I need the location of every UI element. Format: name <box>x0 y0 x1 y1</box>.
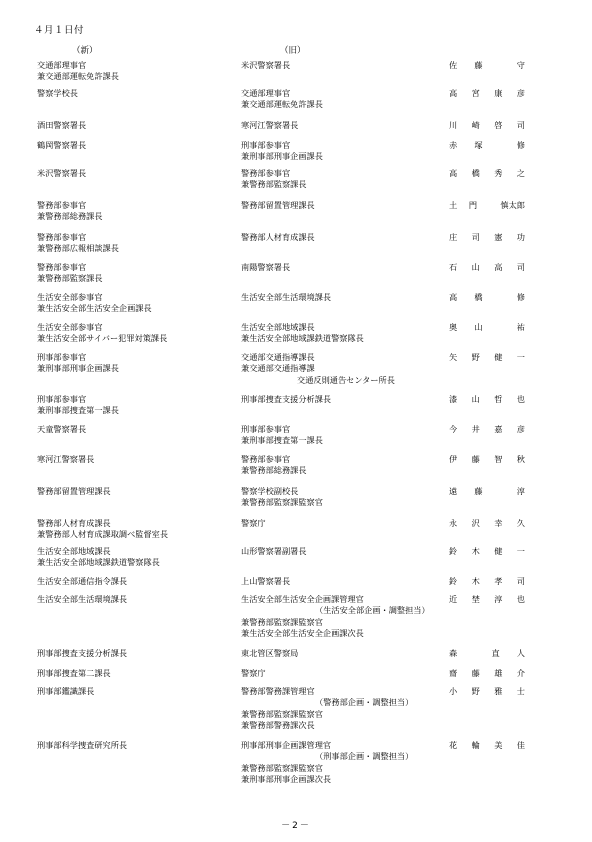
old-position-line: （警務部企画・調整担当） <box>315 697 414 708</box>
new-position-line: 兼刑事部刑事企画課長 <box>37 363 119 374</box>
name-char: 宮 <box>471 88 480 98</box>
new-position-line: 天童警察署長 <box>37 424 87 434</box>
old-position-line: 兼刑事部刑事企画課長 <box>241 151 323 162</box>
name-char: 土 <box>449 200 458 210</box>
new-position-line: 刑事部捜査支援分析課長 <box>37 648 128 658</box>
name-char: 藤 <box>471 668 480 678</box>
name-char: 鈴 <box>449 546 458 556</box>
new-position <box>37 668 237 679</box>
name-char: 功 <box>516 232 525 242</box>
name-char: 藤 <box>471 454 480 464</box>
old-position-line: 山形警察署副署長 <box>241 546 307 556</box>
person-name <box>449 232 525 243</box>
name-char: 橋 <box>471 168 480 178</box>
old-position <box>241 518 446 529</box>
new-position-line: 警察学校長 <box>37 88 78 98</box>
person-name <box>449 322 525 333</box>
name-char: 小 <box>449 686 458 696</box>
old-position <box>241 668 446 679</box>
name-char: 山 <box>471 394 480 404</box>
person-name <box>449 424 525 435</box>
name-char: 門 <box>468 200 478 210</box>
old-position-line: 刑事部刑事企画課管理官 <box>241 740 332 750</box>
name-char: 孝 <box>494 576 503 586</box>
name-char: 修 <box>516 140 525 150</box>
name-char: 庄 <box>449 232 458 242</box>
name-char: 埜 <box>471 594 480 604</box>
old-position <box>241 454 446 477</box>
name-char: 一 <box>516 546 525 556</box>
name-char: 漆 <box>449 394 458 404</box>
person-name <box>449 594 525 605</box>
name-char: 淳 <box>494 594 503 604</box>
new-position-line: 生活安全部地域課長 <box>37 546 111 556</box>
new-position <box>37 232 237 255</box>
name-char: 伊 <box>449 454 458 464</box>
person-name <box>449 292 525 303</box>
name-char: 森 <box>449 648 458 658</box>
name-char: 橋 <box>474 292 483 302</box>
name-char: 祐 <box>516 322 525 332</box>
header-old-column: （旧） <box>280 46 306 56</box>
new-position-line: 警務部参事官 <box>37 200 87 210</box>
name-char: 哲 <box>494 394 503 404</box>
old-position <box>241 200 446 211</box>
new-position-line: 兼生活安全部生活安全企画課長 <box>37 303 152 314</box>
name-char: 矢 <box>449 352 458 362</box>
old-position-line: （刑事部企画・調整担当） <box>315 751 414 762</box>
person-name <box>449 454 525 465</box>
old-position-line: 警務部人材育成課長 <box>241 232 315 242</box>
new-position-line: 警務部参事官 <box>37 232 87 242</box>
new-position <box>37 60 237 83</box>
new-position-line: 刑事部参事官 <box>37 394 87 404</box>
new-position-line: 兼刑事部捜査第一課長 <box>37 405 119 416</box>
person-name <box>449 168 525 179</box>
old-position-line: 兼警務部警務課次長 <box>241 720 315 731</box>
name-char: 健 <box>494 352 503 362</box>
new-position-line: 兼警務部監察課長 <box>37 273 103 284</box>
new-position <box>37 120 237 131</box>
old-position <box>241 740 446 786</box>
new-position-line: 兼警務部人材育成課取調べ監督室長 <box>37 529 169 540</box>
name-char: 佐 <box>449 60 458 70</box>
person-name <box>449 352 525 363</box>
name-char: 高 <box>449 168 458 178</box>
old-position-line: 兼警務部監察課監察官 <box>241 616 323 627</box>
old-position <box>241 424 446 447</box>
old-position <box>241 594 446 640</box>
name-char: 一 <box>516 352 525 362</box>
name-char: 康 <box>494 88 503 98</box>
new-position-line: 警務部参事官 <box>37 262 87 272</box>
old-position-line: 警察学校副校長 <box>241 486 299 496</box>
name-char: 沢 <box>471 518 480 528</box>
person-name <box>449 576 525 587</box>
effective-date: ４月１日付 <box>34 25 85 36</box>
header-new-column: （新） <box>72 46 98 56</box>
name-char: 直 <box>491 648 500 658</box>
name-char: 介 <box>516 668 525 678</box>
name-char: 石 <box>449 262 458 272</box>
old-position-line: 生活安全部地域課長 <box>241 322 315 332</box>
new-position-line: 生活安全部参事官 <box>37 292 103 302</box>
new-position <box>37 292 237 315</box>
old-position-line: 刑事部参事官 <box>241 424 291 434</box>
person-name <box>449 668 525 679</box>
old-position-line: 警務部参事官 <box>241 454 291 464</box>
old-position-line: 警務部警務課管理官 <box>241 686 315 696</box>
new-position-line: 兼警務部総務課長 <box>37 211 103 222</box>
name-char: 人 <box>516 648 525 658</box>
new-position-line: 兼警務部広報相談課長 <box>37 243 119 254</box>
old-position-line: 兼生活安全部生活安全企画課次長 <box>241 628 364 639</box>
person-name <box>449 740 525 751</box>
name-char: 淳 <box>516 486 525 496</box>
name-char: 高 <box>449 292 458 302</box>
new-position-line: 刑事部参事官 <box>37 352 87 362</box>
old-position-line: 生活安全部生活安全企画課管理官 <box>241 594 364 604</box>
name-char: 也 <box>516 394 525 404</box>
person-name <box>449 200 525 211</box>
old-position <box>241 168 446 191</box>
new-position <box>37 486 237 497</box>
new-position <box>37 454 237 465</box>
old-position-line: 警察庁 <box>241 518 266 528</box>
name-char: 也 <box>516 594 525 604</box>
old-position-line: 生活安全部生活環境課長 <box>241 292 332 302</box>
new-position-line: 兼生活安全部地域課鉄道警察隊長 <box>37 557 160 568</box>
new-position <box>37 168 237 179</box>
new-position-line: 寒河江警察署長 <box>37 454 95 464</box>
name-char: 司 <box>516 262 525 272</box>
name-char: 野 <box>471 686 480 696</box>
old-position <box>241 262 446 273</box>
name-char: 塚 <box>474 140 483 150</box>
name-char: 久 <box>516 518 525 528</box>
name-char: 之 <box>516 168 525 178</box>
old-position <box>241 120 446 131</box>
name-char: 彦 <box>516 88 525 98</box>
name-char: 花 <box>449 740 458 750</box>
name-char: 川 <box>449 120 458 130</box>
name-char: 啓 <box>494 120 503 130</box>
name-char: 輪 <box>471 740 480 750</box>
new-position-line: 刑事部捜査第二課長 <box>37 668 111 678</box>
old-position-line: 兼交通部交通指導課 <box>241 363 315 374</box>
name-char: 木 <box>471 576 480 586</box>
name-char: 慎太郎 <box>500 200 525 210</box>
old-position-line: 交通部理事官 <box>241 88 291 98</box>
name-char: 鈴 <box>449 576 458 586</box>
person-name <box>449 394 525 405</box>
old-position-line: 兼警務部監察課監察官 <box>241 497 323 508</box>
new-position-line: 兼交通部運転免許課長 <box>37 71 119 82</box>
old-position-line: 米沢警察署長 <box>241 60 291 70</box>
old-position-line: 兼交通部運転免許課長 <box>241 99 323 110</box>
page-number: －2－ <box>281 821 311 831</box>
new-position <box>37 424 237 435</box>
person-name <box>449 648 525 659</box>
new-position-line: 刑事部科学捜査研究所長 <box>37 740 128 750</box>
old-position-line: 交通反則通告センター所長 <box>297 374 395 385</box>
name-char: 司 <box>516 120 525 130</box>
name-char: 今 <box>449 424 458 434</box>
old-position-line: 東北管区警察局 <box>241 648 299 658</box>
new-position-line: 交通部理事官 <box>37 60 87 70</box>
name-char: 山 <box>474 322 483 332</box>
new-position-line: 米沢警察署長 <box>37 168 87 178</box>
name-char: 崎 <box>471 120 480 130</box>
new-position-line: 兼生活安全部サイバー犯罪対策課長 <box>37 333 168 344</box>
name-char: 奥 <box>449 322 458 332</box>
name-char: 憲 <box>494 232 503 242</box>
name-char: 嘉 <box>494 424 503 434</box>
name-char: 守 <box>516 60 525 70</box>
new-position-line: 警務部人材育成課長 <box>37 518 111 528</box>
new-position <box>37 546 237 569</box>
old-position <box>241 140 446 163</box>
old-position <box>241 546 446 557</box>
new-position <box>37 518 237 541</box>
name-char: 山 <box>471 262 480 272</box>
name-char: 高 <box>494 262 503 272</box>
new-position <box>37 576 237 587</box>
name-char: 健 <box>494 546 503 556</box>
new-position-line: 刑事部鑑識課長 <box>37 686 95 696</box>
name-char: 永 <box>449 518 458 528</box>
person-name <box>449 88 525 99</box>
new-position-line: 鶴岡警察署長 <box>37 140 87 150</box>
new-position <box>37 262 237 285</box>
new-position <box>37 394 237 417</box>
old-position-line: 兼警務部総務課長 <box>241 465 307 476</box>
old-position-line: 兼警務部監察課監察官 <box>241 762 323 773</box>
person-name <box>449 518 525 529</box>
person-name <box>449 60 525 71</box>
new-position <box>37 352 237 375</box>
name-char: 雄 <box>494 668 503 678</box>
new-position <box>37 322 237 345</box>
old-position-line: 交通部交通指導課長 <box>241 352 315 362</box>
name-char: 齋 <box>449 668 458 678</box>
old-position-line: 兼生活安全部地域課鉄道警察隊長 <box>241 333 364 344</box>
old-position <box>241 686 446 732</box>
old-position <box>241 394 446 405</box>
new-position-line: 生活安全部参事官 <box>37 322 103 332</box>
name-char: 司 <box>471 232 480 242</box>
old-position-line: （生活安全部企画・調整担当） <box>315 605 430 616</box>
name-char: 幸 <box>494 518 503 528</box>
new-position-line: 生活安全部生活環境課長 <box>37 594 128 604</box>
new-position <box>37 140 237 151</box>
name-char: 雅 <box>494 686 503 696</box>
new-position <box>37 648 237 659</box>
name-char: 修 <box>516 292 525 302</box>
person-name <box>449 120 525 131</box>
name-char: 木 <box>471 546 480 556</box>
old-position-line: 警察庁 <box>241 668 266 678</box>
name-char: 井 <box>471 424 480 434</box>
old-position-line: 刑事部捜査支援分析課長 <box>241 394 332 404</box>
name-char: 秋 <box>516 454 525 464</box>
name-char: 佳 <box>516 740 525 750</box>
old-position-line: 警務部参事官 <box>241 168 291 178</box>
old-position-line: 兼刑事部捜査第一課長 <box>241 435 323 446</box>
old-position <box>241 322 446 345</box>
name-char: 美 <box>494 740 503 750</box>
old-position <box>241 88 446 111</box>
person-name <box>449 686 525 697</box>
name-char: 近 <box>449 594 458 604</box>
person-name <box>449 140 525 151</box>
new-position <box>37 740 237 751</box>
old-position-line: 兼警務部監察課長 <box>241 179 307 190</box>
person-name <box>449 262 525 273</box>
name-char: 藤 <box>474 60 483 70</box>
old-position <box>241 292 446 303</box>
new-position <box>37 686 237 697</box>
new-position-line: 酒田警察署長 <box>37 120 87 130</box>
old-position <box>241 576 446 587</box>
old-position-line: 南陽警察署長 <box>241 262 291 272</box>
old-position-line: 兼警務部監察課監察官 <box>241 708 323 719</box>
old-position-line: 上山警察署長 <box>241 576 291 586</box>
name-char: 赤 <box>449 140 458 150</box>
name-char: 彦 <box>516 424 525 434</box>
old-position <box>241 352 446 386</box>
old-position-line: 寒河江警察署長 <box>241 120 299 130</box>
name-char: 士 <box>516 686 525 696</box>
old-position <box>241 486 446 509</box>
name-char: 野 <box>471 352 480 362</box>
new-position-line: 生活安全部通信指令課長 <box>37 576 128 586</box>
name-char: 藤 <box>474 486 483 496</box>
old-position <box>241 648 446 659</box>
person-name <box>449 486 525 497</box>
old-position <box>241 232 446 243</box>
new-position <box>37 88 237 99</box>
name-char: 司 <box>516 576 525 586</box>
old-position <box>241 60 446 71</box>
name-char: 智 <box>494 454 503 464</box>
new-position <box>37 200 237 223</box>
name-char: 遠 <box>449 486 458 496</box>
old-position-line: 兼刑事部刑事企画課次長 <box>241 774 332 785</box>
new-position-line: 警務部留置管理課長 <box>37 486 111 496</box>
old-position-line: 警務部留置管理課長 <box>241 200 315 210</box>
old-position-line: 刑事部参事官 <box>241 140 291 150</box>
name-char: 秀 <box>494 168 503 178</box>
name-char: 高 <box>449 88 458 98</box>
person-name <box>449 546 525 557</box>
new-position <box>37 594 237 605</box>
